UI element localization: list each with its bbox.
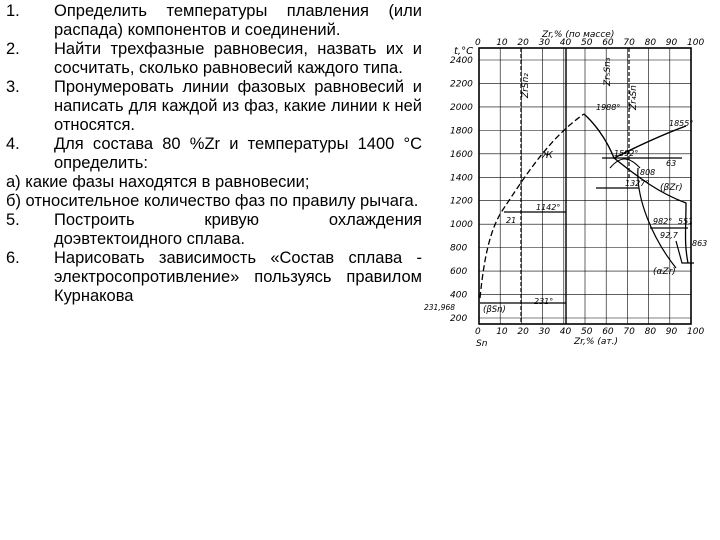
top-tick-label: 60 (602, 38, 614, 48)
task-item (6, 78, 422, 135)
temperature-label: 1855° (669, 119, 694, 128)
y-tick-label: 2000 (450, 102, 473, 113)
task-text: Построить кривую охлаждения доэвтектоидного сплава. (54, 211, 422, 248)
phase-label: (αZr) (653, 267, 676, 277)
y-tick-label: 2200 (450, 79, 473, 90)
task-item (6, 135, 422, 173)
task-subitem: а) какие фазы находятся в равновесии; (6, 173, 310, 191)
task-number: 2. (6, 40, 20, 58)
temperature-label: 231° (534, 297, 554, 306)
task-number: 4. (6, 135, 20, 153)
y-tick-label: 2400 (450, 56, 473, 66)
temperature-label: 231,968 (424, 303, 456, 312)
top-tick-label: 100 (687, 38, 705, 48)
y-tick-label: 200 (450, 314, 468, 324)
task-text: Пронумеровать линии фазовых равновесий и написать для каждой из фаз, какие линии к ней относятся. (54, 78, 422, 134)
temperature-label: 863 (692, 239, 708, 248)
temperature-label: 551 (678, 217, 694, 226)
compound-label: ZrSn₂ (521, 73, 531, 98)
left-component-label: Sn (476, 339, 488, 348)
bottom-tick-label: 60 (602, 327, 614, 337)
bottom-tick-label: 10 (496, 327, 508, 337)
bottom-tick-label: 70 (623, 327, 635, 337)
top-tick-label: 40 (559, 38, 572, 48)
y-tick-label: 400 (450, 290, 468, 301)
bottom-tick-label: 50 (581, 327, 593, 337)
bottom-tick-label: 80 (644, 327, 657, 337)
bottom-axis-label: Zr,% (ат.) (574, 337, 618, 347)
temperature-label: 21 (506, 216, 517, 225)
top-axis-label: Zr,% (по массе) (542, 30, 615, 40)
top-tick-label: 50 (581, 38, 593, 48)
temperature-label: 808 (640, 168, 656, 177)
y-tick-label: 1600 (450, 149, 473, 160)
bottom-tick-label: 90 (665, 327, 678, 337)
phase-label: Ж (542, 150, 553, 161)
top-tick-label: 70 (623, 38, 635, 48)
task-item (6, 2, 422, 40)
top-tick-label: 20 (517, 38, 529, 48)
y-tick-label: 1800 (450, 126, 473, 137)
y-tick-label: 1000 (450, 220, 473, 231)
task-text: Найти трехфазные равновесия, назвать их и сосчитать, сколько равновесий каждого типа. (54, 40, 422, 77)
task-item (6, 40, 422, 78)
y-axis-label: t,°C (454, 46, 474, 57)
bottom-tick-label: 30 (538, 327, 551, 337)
top-tick-label: 80 (644, 38, 657, 48)
compound-label: Zr₄Sn (629, 85, 639, 110)
task-number: 3. (6, 78, 20, 96)
y-tick-label: 1400 (450, 173, 473, 184)
phase-diagram (424, 28, 714, 348)
temperature-label: 1327° (625, 179, 650, 188)
temperature-label: 92,7 (660, 231, 678, 240)
liquidus-line (480, 114, 584, 298)
top-tick-label: 90 (665, 38, 678, 48)
temperature-label: 1592° (614, 149, 639, 158)
top-tick-label: 10 (496, 38, 508, 48)
top-tick-label: 30 (538, 38, 551, 48)
phase-label: (βZr) (660, 183, 683, 193)
bottom-tick-label: 0 (475, 327, 481, 337)
task-number: 1. (6, 2, 20, 20)
task-text: Нарисовать зависимость «Состав сплава - электросопротивление» пользуясь правилом Курнакова (54, 249, 422, 305)
phase-label: (βSn) (483, 305, 506, 315)
task-item (6, 249, 422, 306)
y-tick-label: 1200 (450, 196, 473, 207)
task-number: 5. (6, 211, 20, 229)
temperature-label: 1988° (596, 103, 621, 112)
bottom-tick-label: 100 (687, 327, 705, 337)
task-number: 6. (6, 249, 20, 267)
temperature-label: 982° (653, 217, 673, 226)
temperature-label: 63 (666, 159, 677, 168)
bottom-tick-label: 20 (517, 327, 529, 337)
task-item (6, 211, 422, 249)
compound-label: Zr₅Sn₃ (603, 57, 613, 86)
temperature-label: 1142° (536, 203, 561, 212)
task-text: Определить температуры плавления (или распада) компонентов и соединений. (54, 2, 422, 39)
task-subitem: б) относительное количество фаз по правилу рычага. (6, 192, 419, 210)
top-tick-label: 0 (475, 38, 481, 48)
bottom-tick-label: 40 (559, 327, 572, 337)
y-tick-label: 600 (450, 267, 468, 278)
task-list (6, 2, 422, 306)
y-tick-label: 800 (450, 243, 468, 254)
task-text: Для состава 80 %Zr и температуры 1400 °С определить: (54, 135, 422, 172)
